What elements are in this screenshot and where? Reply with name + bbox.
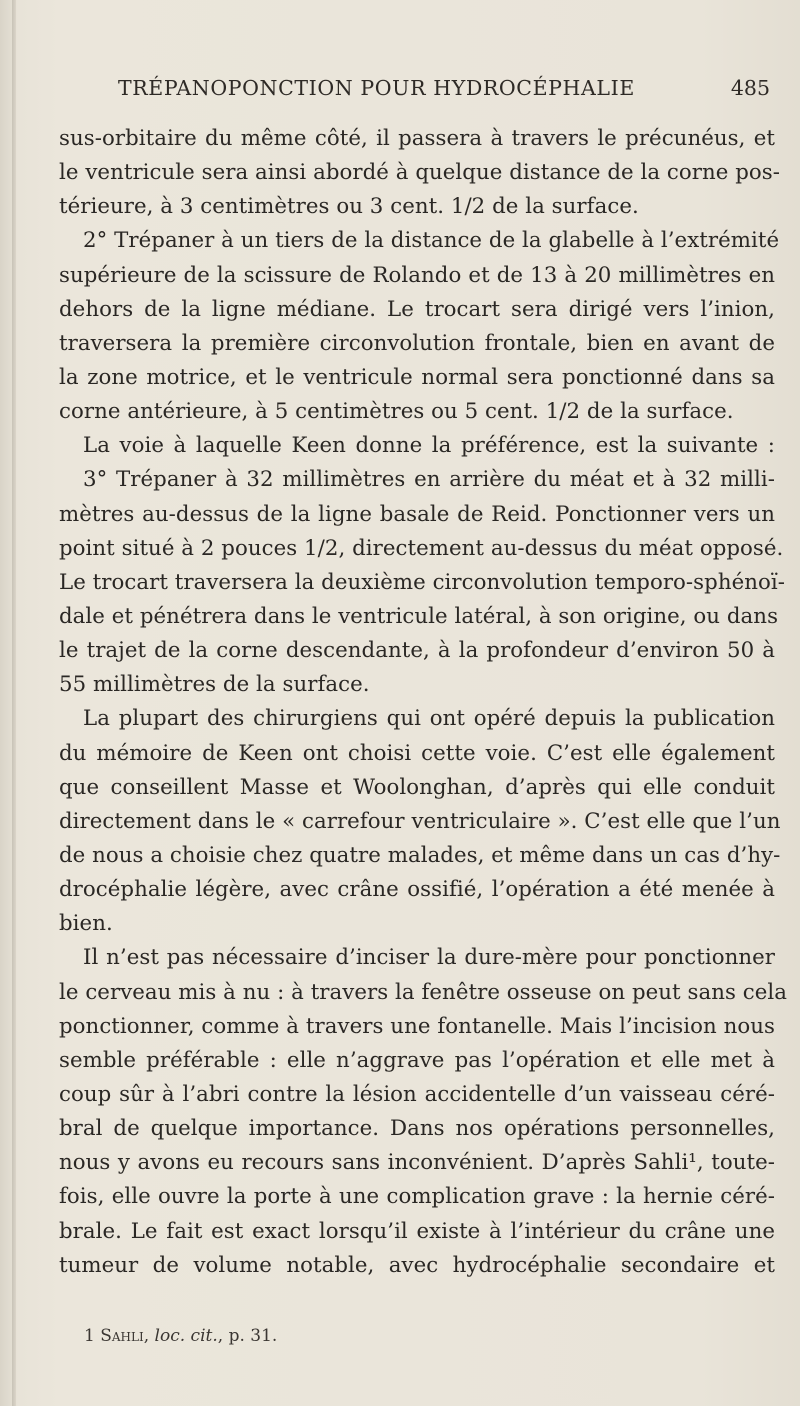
footnote-author: Sahli (100, 1326, 144, 1346)
text-line: le trajet de la corne descendante, à la profondeur d’environ 50 à (59, 638, 775, 664)
text-line: brale. Le fait est exact lorsqu’il existe à l’intérieur du crâne une (59, 1218, 775, 1244)
text-line: dale et pénétrera dans le ventricule latéral, à son origine, ou dans (59, 603, 779, 629)
text-line: sus-orbitaire du même côté, il passera à travers le précunéus, et (59, 126, 775, 151)
text-line: tumeur de volume notable, avec hydrocéphalie secondaire et (59, 1252, 775, 1278)
text-line: supérieure de la scissure de Rolando et de 13 à 20 millimètres en (59, 262, 775, 288)
page-number: 485 (730, 76, 770, 100)
footnote-marker: 1 (84, 1326, 95, 1346)
text-line: mètres au-dessus de la ligne basale de Reid. Ponctionner vers un (59, 501, 775, 527)
text-line: la zone motrice, et le ventricule normal sera ponctionné dans sa (59, 364, 775, 390)
text-line: 55 millimètres de la surface. (59, 672, 370, 698)
page-header (118, 76, 770, 106)
text-line: La voie à laquelle Keen donne la préférence, est la suivante : (83, 433, 775, 459)
footnote-page: p. 31. (228, 1326, 278, 1346)
text-line: le cerveau mis à nu : à travers la fenêtre osseuse on peut sans cela (59, 979, 788, 1005)
text-line: point situé à 2 pouces 1/2, directement au-dessus du méat opposé. (59, 535, 784, 561)
running-head: TRÉPANOPONCTION POUR HYDROCÉPHALIE (118, 76, 635, 100)
text-line: que conseillent Masse et Woolonghan, d’après qui elle conduit (59, 774, 775, 800)
text-line: du mémoire de Keen ont choisi cette voie. C’est elle également (59, 740, 775, 766)
text-line: bien. (59, 911, 113, 937)
text-line: térieure, à 3 centimètres ou 3 cent. 1/2 de la surface. (59, 194, 639, 220)
footnote: 1 Sahli, loc. cit., p. 31. (84, 1326, 278, 1346)
text-line: nous y avons eu recours sans inconvénient. D’après Sahli¹, toute- (59, 1150, 775, 1176)
text-line: le ventricule sera ainsi abordé à quelque distance de la corne pos- (59, 160, 780, 186)
text-line: coup sûr à l’abri contre la lésion accidentelle d’un vaisseau céré- (59, 1081, 775, 1107)
text-line: directement dans le « carrefour ventriculaire ». C’est elle que l’un (59, 808, 781, 834)
text-line: traversera la première circonvolution frontale, bien en avant de (59, 330, 775, 356)
text-line: semble préférable : elle n’aggrave pas l’opération et elle met à (59, 1047, 775, 1073)
text-line: ponctionner, comme à travers une fontanelle. Mais l’incision nous (59, 1013, 775, 1039)
body-text (59, 122, 788, 1283)
text-line: de nous a choisie chez quatre malades, et même dans un cas d’hy- (59, 842, 781, 868)
text-line: corne antérieure, à 5 centimètres ou 5 cent. 1/2 de la surface. (59, 399, 734, 425)
footnote-reference: loc. cit. (154, 1326, 218, 1346)
text-line: 2° Trépaner à un tiers de la distance de la glabelle à l’extrémité (83, 228, 780, 254)
text-line: drocéphalie légère, avec crâne ossifié, l’opération a été menée à (59, 877, 775, 903)
text-line: Le trocart traversera la deuxième circonvolution temporo-sphénoï- (59, 569, 785, 595)
text-line: bral de quelque importance. Dans nos opérations personnelles, (59, 1116, 775, 1142)
text-line: La plupart des chirurgiens qui ont opéré depuis la publication (83, 706, 775, 732)
text-line: fois, elle ouvre la porte à une complication grave : la hernie céré- (59, 1184, 775, 1210)
text-line: Il n’est pas nécessaire d’inciser la dure-mère pour ponctionner (83, 945, 775, 971)
page-gutter-shadow (12, 0, 16, 1406)
text-line: 3° Trépaner à 32 millimètres en arrière du méat et à 32 milli- (83, 467, 775, 493)
text-line: dehors de la ligne médiane. Le trocart sera dirigé vers l’inion, (59, 296, 775, 322)
